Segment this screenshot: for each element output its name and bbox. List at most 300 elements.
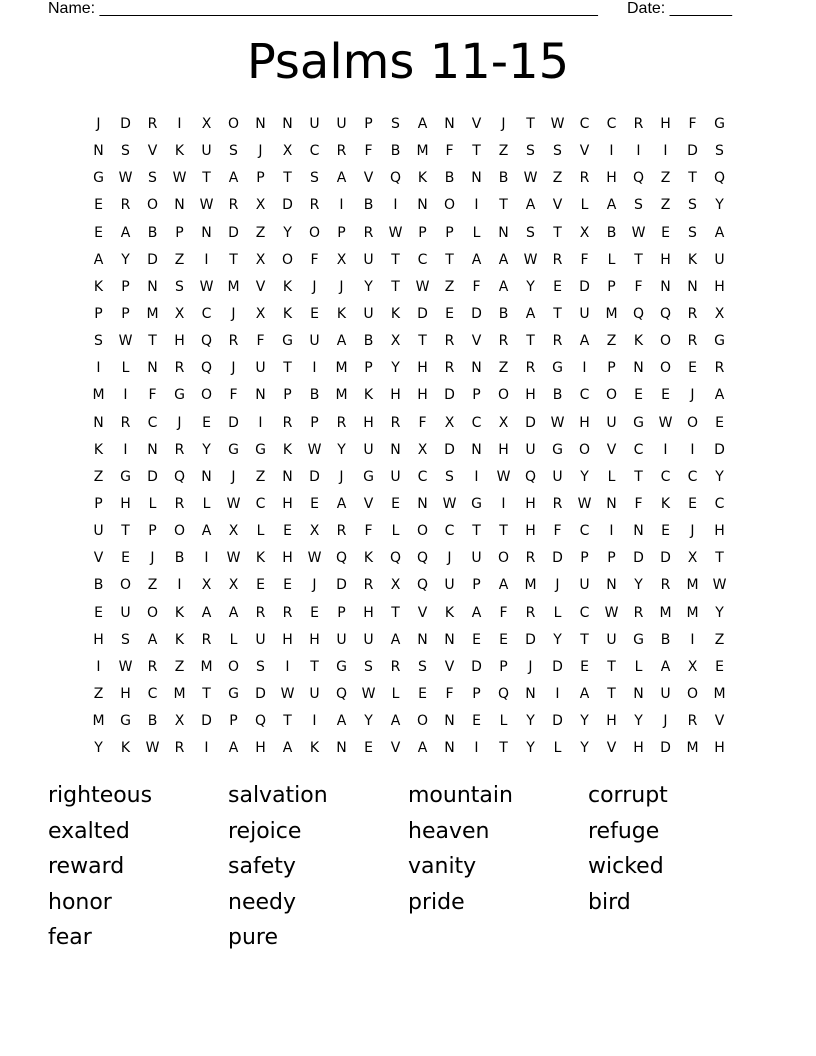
grid-letter: F <box>499 604 508 621</box>
grid-letter: Z <box>552 170 563 187</box>
grid-letter: U <box>714 251 725 268</box>
grid-letter: V <box>417 604 428 621</box>
grid-letter: S <box>364 658 373 675</box>
grid-letter: Q <box>713 170 726 187</box>
grid-letter: J <box>258 143 263 160</box>
grid-letter: P <box>94 305 103 322</box>
grid-letter: K <box>363 550 374 567</box>
grid-letter: Q <box>659 305 672 322</box>
grid-letter: C <box>660 468 671 485</box>
grid-letter: S <box>553 143 562 160</box>
grid-letter: N <box>93 143 104 160</box>
grid-letter: J <box>177 414 182 431</box>
grid-letter: V <box>606 441 617 458</box>
grid-letter: Y <box>715 468 724 485</box>
grid-letter: W <box>577 495 592 512</box>
grid-letter: E <box>688 360 697 377</box>
word-bank-item: refuge <box>588 818 660 844</box>
grid-letter: I <box>663 143 668 160</box>
grid-letter: X <box>444 414 455 431</box>
grid-letter: A <box>390 713 401 730</box>
grid-letter: I <box>258 414 263 431</box>
grid-letter: T <box>715 550 724 567</box>
grid-letter: V <box>579 143 590 160</box>
grid-letter: B <box>309 387 320 404</box>
grid-letter: B <box>498 170 509 187</box>
grid-letter: R <box>174 360 185 377</box>
grid-letter: E <box>202 414 211 431</box>
grid-letter: C <box>417 251 428 268</box>
grid-letter: C <box>579 523 590 540</box>
grid-letter: L <box>580 197 589 214</box>
grid-letter: D <box>660 550 671 567</box>
grid-letter: A <box>417 740 428 757</box>
grid-letter: D <box>552 658 563 675</box>
grid-letter: G <box>228 685 239 702</box>
grid-letter: M <box>200 658 213 675</box>
grid-letter: A <box>498 251 509 268</box>
grid-letter: K <box>336 305 347 322</box>
grid-letter: N <box>147 441 158 458</box>
grid-letter: R <box>309 197 320 214</box>
grid-letter: K <box>687 251 698 268</box>
grid-letter: N <box>282 468 293 485</box>
grid-letter: R <box>687 305 698 322</box>
grid-letter: N <box>336 740 347 757</box>
grid-letter: A <box>93 251 104 268</box>
grid-letter: R <box>687 333 698 350</box>
grid-letter: H <box>417 360 428 377</box>
grid-letter: H <box>390 387 401 404</box>
grid-letter: Y <box>202 441 211 458</box>
grid-letter: E <box>688 495 697 512</box>
grid-letter: T <box>283 713 292 730</box>
grid-letter: N <box>147 360 158 377</box>
letter-grid <box>85 111 733 762</box>
grid-letter: G <box>255 441 266 458</box>
grid-letter: O <box>578 441 591 458</box>
grid-letter: B <box>93 577 104 594</box>
grid-letter: X <box>228 577 239 594</box>
grid-letter: O <box>308 224 321 241</box>
grid-letter: P <box>472 387 481 404</box>
grid-letter: P <box>94 495 103 512</box>
grid-letter: E <box>256 577 265 594</box>
grid-letter: U <box>579 577 590 594</box>
grid-letter: I <box>555 685 560 702</box>
grid-letter: M <box>227 278 240 295</box>
grid-letter: O <box>497 550 510 567</box>
grid-letter: E <box>472 713 481 730</box>
word-bank-item: reward <box>48 854 125 879</box>
grid-letter: W <box>631 224 646 241</box>
grid-letter: E <box>715 658 724 675</box>
grid-letter: A <box>498 577 509 594</box>
grid-letter: F <box>553 523 562 540</box>
grid-letter: G <box>633 414 644 431</box>
grid-letter: Q <box>335 685 348 702</box>
word-bank-item: fear <box>48 925 92 950</box>
grid-letter: Y <box>526 740 535 757</box>
grid-letter: G <box>552 360 563 377</box>
grid-letter: A <box>336 713 347 730</box>
grid-letter: I <box>663 441 668 458</box>
grid-letter: S <box>418 658 427 675</box>
grid-letter: W <box>388 224 403 241</box>
grid-letter: W <box>496 468 511 485</box>
grid-letter: G <box>282 333 293 350</box>
word-bank-item: rejoice <box>228 818 302 844</box>
grid-letter: E <box>580 658 589 675</box>
grid-letter: B <box>363 333 374 350</box>
grid-letter: K <box>633 333 644 350</box>
grid-letter: M <box>605 305 618 322</box>
grid-letter: N <box>201 468 212 485</box>
grid-letter: C <box>309 143 320 160</box>
grid-letter: U <box>363 631 374 648</box>
grid-letter: Y <box>634 713 643 730</box>
grid-letter: U <box>309 685 320 702</box>
grid-letter: N <box>444 631 455 648</box>
grid-letter: J <box>663 713 668 730</box>
grid-letter: Z <box>174 251 185 268</box>
grid-letter: R <box>363 577 374 594</box>
grid-letter: R <box>336 414 347 431</box>
grid-letter: V <box>714 713 725 730</box>
grid-letter: M <box>686 577 699 594</box>
grid-letter: V <box>471 116 482 132</box>
grid-letter: Y <box>580 740 589 757</box>
grid-letter: N <box>471 170 482 187</box>
grid-letter: A <box>525 197 536 214</box>
grid-letter: G <box>714 116 725 132</box>
grid-letter: U <box>552 468 563 485</box>
grid-letter: L <box>391 523 400 540</box>
grid-letter: Z <box>498 143 509 160</box>
grid-letter: H <box>606 713 617 730</box>
grid-letter: N <box>390 441 401 458</box>
grid-letter: E <box>391 495 400 512</box>
grid-letter: C <box>417 468 428 485</box>
grid-letter: R <box>660 577 671 594</box>
grid-letter: A <box>579 685 590 702</box>
grid-letter: N <box>606 495 617 512</box>
grid-letter: E <box>445 305 454 322</box>
grid-letter: Y <box>391 360 400 377</box>
worksheet-header <box>48 0 748 20</box>
grid-letter: Z <box>255 224 266 241</box>
grid-letter: Q <box>200 360 213 377</box>
grid-letter: W <box>415 278 430 295</box>
grid-letter: Y <box>337 441 346 458</box>
grid-letter: I <box>204 251 209 268</box>
grid-letter: O <box>416 523 429 540</box>
grid-letter: C <box>471 414 482 431</box>
grid-letter: C <box>444 523 455 540</box>
grid-letter: S <box>148 170 157 187</box>
grid-letter: R <box>444 360 455 377</box>
grid-letter: P <box>418 224 427 241</box>
grid-letter: Q <box>173 468 186 485</box>
grid-letter: Y <box>94 740 103 757</box>
grid-letter: R <box>444 333 455 350</box>
grid-letter: G <box>120 468 131 485</box>
grid-letter: D <box>417 305 428 322</box>
grid-letter: N <box>660 278 671 295</box>
grid-letter: J <box>690 523 695 540</box>
grid-letter: H <box>525 523 536 540</box>
grid-letter: E <box>94 197 103 214</box>
grid-letter: J <box>96 116 101 132</box>
grid-letter: M <box>524 577 537 594</box>
grid-letter: J <box>501 116 506 132</box>
grid-letter: H <box>309 631 320 648</box>
grid-letter: T <box>580 631 589 648</box>
grid-letter: J <box>312 278 317 295</box>
grid-letter: F <box>634 495 643 512</box>
grid-letter: L <box>202 495 211 512</box>
grid-letter: O <box>416 713 429 730</box>
grid-letter: K <box>120 740 131 757</box>
grid-letter: R <box>282 604 293 621</box>
grid-letter: U <box>309 116 320 132</box>
grid-letter: Y <box>121 251 130 268</box>
grid-letter: E <box>310 604 319 621</box>
grid-letter: L <box>148 495 157 512</box>
grid-letter: Y <box>364 278 373 295</box>
grid-letter: D <box>147 468 158 485</box>
grid-letter: T <box>148 333 157 350</box>
grid-letter: Z <box>498 360 509 377</box>
grid-letter: H <box>363 604 374 621</box>
grid-letter: D <box>552 550 563 567</box>
grid-letter: U <box>336 116 347 132</box>
grid-letter: S <box>445 468 454 485</box>
grid-letter: X <box>417 441 428 458</box>
grid-letter: X <box>282 143 293 160</box>
grid-letter: P <box>607 278 616 295</box>
grid-letter: E <box>364 740 373 757</box>
grid-letter: S <box>391 116 400 132</box>
word-bank-item: salvation <box>228 783 328 808</box>
grid-letter: R <box>147 116 158 132</box>
grid-letter: A <box>336 170 347 187</box>
grid-letter: D <box>444 441 455 458</box>
grid-letter: E <box>283 523 292 540</box>
grid-letter: C <box>579 604 590 621</box>
grid-letter: D <box>660 740 671 757</box>
grid-letter: A <box>228 604 239 621</box>
grid-letter: G <box>174 387 185 404</box>
grid-letter: W <box>550 414 565 431</box>
grid-letter: L <box>256 523 265 540</box>
grid-letter: N <box>471 360 482 377</box>
grid-letter: M <box>659 604 672 621</box>
grid-letter: C <box>687 468 698 485</box>
grid-letter: A <box>525 305 536 322</box>
grid-letter: P <box>337 224 346 241</box>
grid-letter: U <box>579 305 590 322</box>
grid-letter: L <box>229 631 238 648</box>
grid-letter: T <box>607 658 616 675</box>
grid-letter: Q <box>632 170 645 187</box>
grid-letter: C <box>606 116 617 132</box>
grid-letter: D <box>228 224 239 241</box>
grid-letter: A <box>390 631 401 648</box>
grid-letter: U <box>606 414 617 431</box>
grid-letter: P <box>607 550 616 567</box>
grid-letter: R <box>390 414 401 431</box>
grid-letter: H <box>282 550 293 567</box>
grid-letter: K <box>93 441 104 458</box>
grid-letter: N <box>633 523 644 540</box>
grid-letter: X <box>174 305 185 322</box>
grid-letter: D <box>633 550 644 567</box>
grid-letter: H <box>606 170 617 187</box>
grid-letter: V <box>255 278 266 295</box>
grid-letter: L <box>499 713 508 730</box>
grid-letter: X <box>174 713 185 730</box>
grid-letter: J <box>150 550 155 567</box>
grid-letter: K <box>660 495 671 512</box>
grid-letter: H <box>174 333 185 350</box>
grid-letter: F <box>148 387 157 404</box>
grid-letter: I <box>690 441 695 458</box>
grid-letter: A <box>471 251 482 268</box>
grid-letter: T <box>526 333 535 350</box>
grid-letter: E <box>310 495 319 512</box>
grid-letter: Y <box>580 713 589 730</box>
grid-letter: S <box>688 197 697 214</box>
grid-letter: Q <box>200 333 213 350</box>
grid-letter: R <box>120 197 131 214</box>
grid-letter: X <box>687 658 698 675</box>
grid-letter: C <box>201 305 212 322</box>
grid-letter: W <box>118 170 133 187</box>
grid-letter: E <box>283 577 292 594</box>
grid-letter: L <box>607 251 616 268</box>
grid-letter: Z <box>606 333 617 350</box>
grid-letter: S <box>94 333 103 350</box>
grid-letter: B <box>660 631 671 648</box>
grid-letter: F <box>256 333 265 350</box>
grid-letter: D <box>444 387 455 404</box>
word-bank-item: wicked <box>588 854 664 879</box>
grid-letter: Q <box>416 550 429 567</box>
grid-letter: T <box>202 685 211 702</box>
grid-letter: J <box>231 468 236 485</box>
grid-letter: N <box>633 685 644 702</box>
grid-letter: H <box>660 116 671 132</box>
grid-letter: N <box>498 224 509 241</box>
grid-letter: G <box>633 631 644 648</box>
grid-letter: V <box>363 170 374 187</box>
grid-letter: T <box>445 251 454 268</box>
grid-letter: F <box>364 523 373 540</box>
grid-letter: Y <box>553 631 562 648</box>
grid-letter: M <box>416 143 429 160</box>
grid-letter: R <box>336 143 347 160</box>
grid-letter: W <box>118 333 133 350</box>
grid-letter: X <box>579 224 590 241</box>
grid-letter: D <box>525 414 536 431</box>
word-bank-item: heaven <box>408 818 490 844</box>
grid-letter: O <box>686 414 699 431</box>
grid-letter: J <box>312 577 317 594</box>
grid-letter: F <box>229 387 238 404</box>
grid-letter: H <box>120 495 131 512</box>
grid-letter: I <box>393 197 398 214</box>
grid-letter: M <box>335 387 348 404</box>
grid-letter: H <box>714 523 725 540</box>
grid-letter: D <box>309 468 320 485</box>
grid-letter: N <box>471 441 482 458</box>
word-bank-item: exalted <box>48 818 130 844</box>
grid-letter: I <box>636 143 641 160</box>
grid-letter: T <box>229 251 238 268</box>
grid-letter: J <box>690 387 695 404</box>
grid-letter: T <box>499 740 508 757</box>
grid-letter: Q <box>389 550 402 567</box>
grid-letter: I <box>123 441 128 458</box>
grid-letter: H <box>498 441 509 458</box>
grid-letter: M <box>713 685 726 702</box>
grid-letter: W <box>658 414 673 431</box>
grid-letter: I <box>96 658 101 675</box>
grid-letter: B <box>498 305 509 322</box>
grid-letter: D <box>147 251 158 268</box>
grid-letter: M <box>92 713 105 730</box>
grid-letter: N <box>417 197 428 214</box>
grid-letter: Q <box>497 685 510 702</box>
grid-letter: X <box>201 116 212 132</box>
grid-letter: R <box>255 604 266 621</box>
grid-letter: O <box>119 577 132 594</box>
grid-letter: B <box>390 143 401 160</box>
grid-letter: W <box>226 495 241 512</box>
grid-letter: B <box>363 197 374 214</box>
grid-letter: R <box>363 224 374 241</box>
grid-letter: J <box>447 550 452 567</box>
grid-letter: S <box>121 143 130 160</box>
grid-letter: N <box>255 116 266 132</box>
grid-letter: O <box>686 685 699 702</box>
grid-letter: K <box>282 441 293 458</box>
grid-letter: A <box>336 333 347 350</box>
grid-letter: A <box>147 631 158 648</box>
grid-letter: P <box>121 305 130 322</box>
grid-letter: P <box>607 360 616 377</box>
grid-letter: W <box>523 251 538 268</box>
grid-letter: X <box>255 251 266 268</box>
grid-letter: W <box>523 170 538 187</box>
grid-letter: S <box>688 224 697 241</box>
grid-letter: R <box>120 414 131 431</box>
grid-letter: Z <box>714 631 725 648</box>
grid-letter: X <box>309 523 320 540</box>
grid-letter: U <box>606 631 617 648</box>
grid-letter: L <box>553 604 562 621</box>
grid-letter: C <box>579 116 590 132</box>
grid-letter: I <box>96 360 101 377</box>
grid-letter: F <box>445 685 454 702</box>
grid-letter: F <box>418 414 427 431</box>
grid-letter: I <box>690 631 695 648</box>
grid-letter: U <box>363 251 374 268</box>
grid-letter: Z <box>660 197 671 214</box>
grid-letter: X <box>687 550 698 567</box>
grid-letter: E <box>499 631 508 648</box>
